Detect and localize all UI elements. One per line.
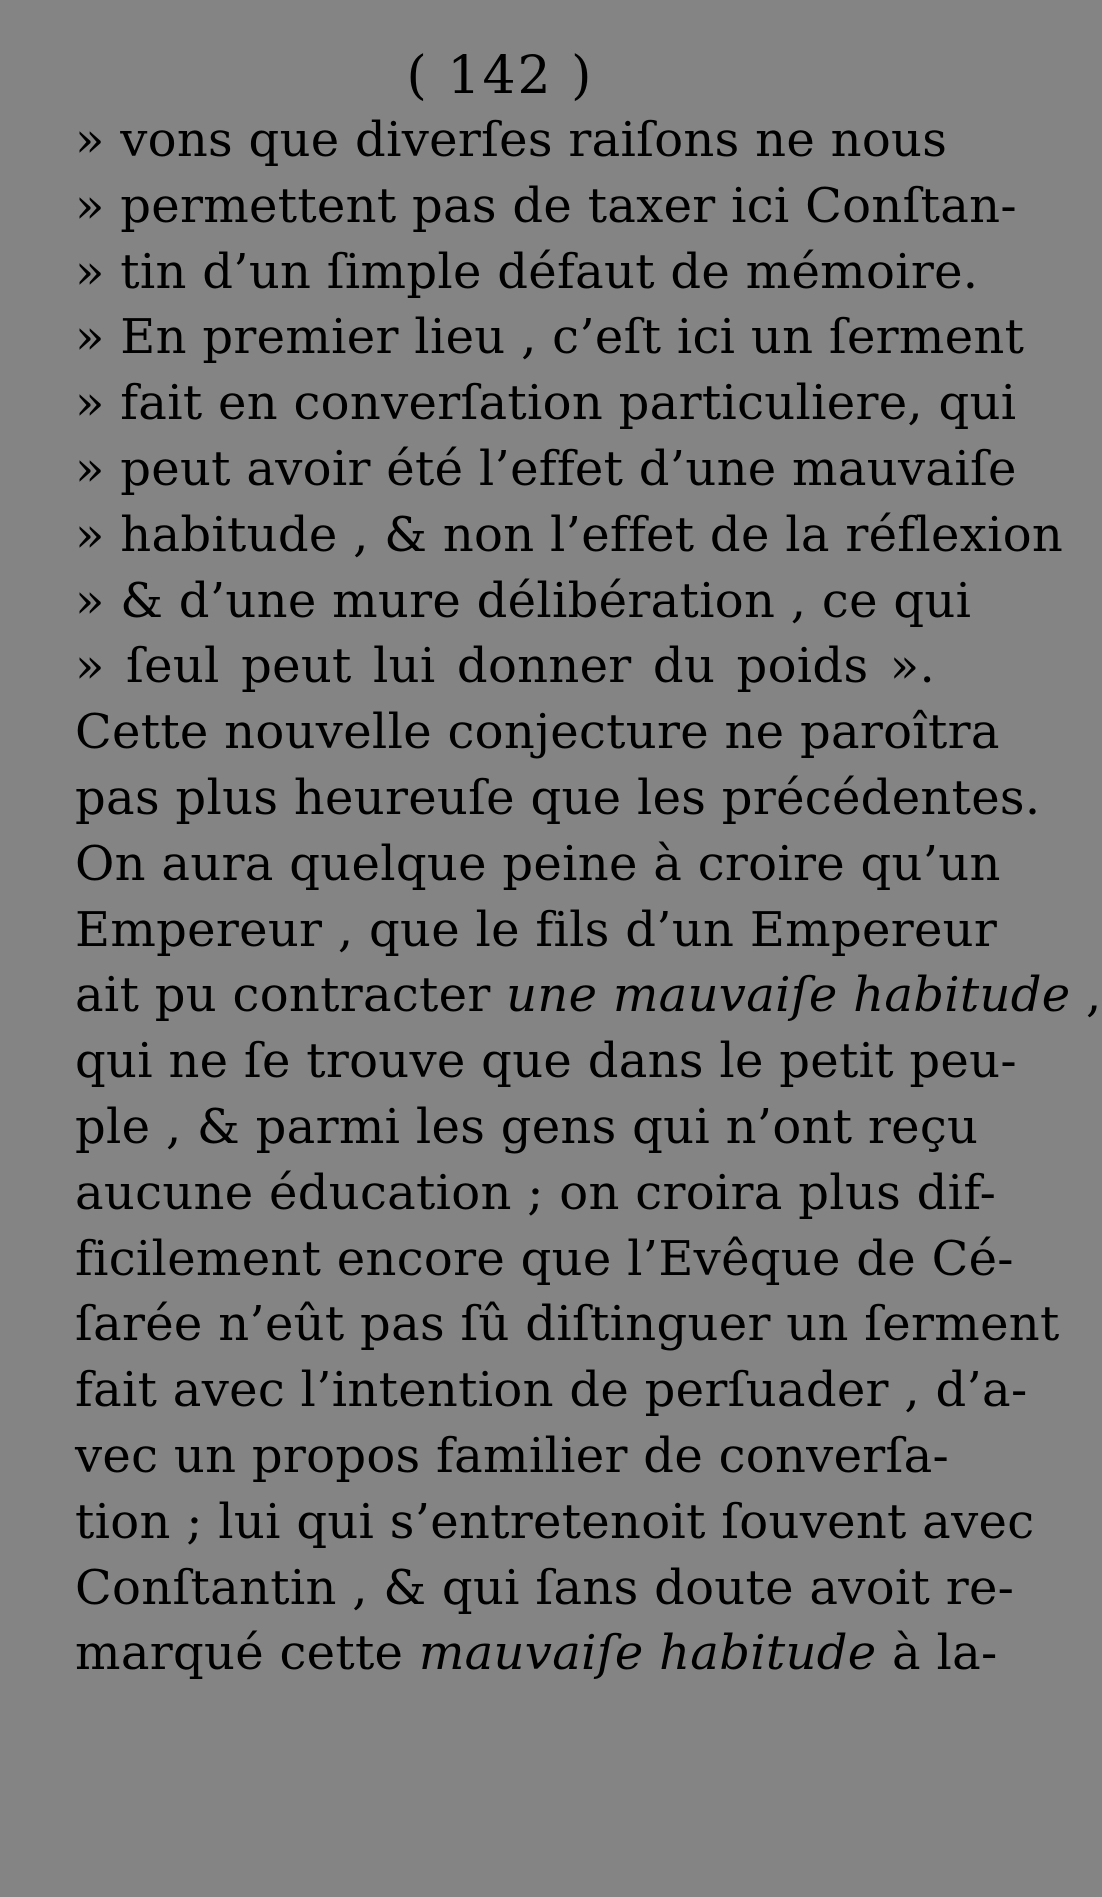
text-segment: vec un propos familier de converſa- xyxy=(75,1427,950,1484)
text-segment: Empereur , que le fils d’un Empereur xyxy=(75,901,998,958)
text-segment: » fait en converſation particuliere, qui xyxy=(75,375,1017,432)
italic-text: une mauvaiſe habitude xyxy=(506,967,1071,1024)
text-line xyxy=(75,305,1025,371)
text-segment: » permettent pas de taxer ici Conſtan- xyxy=(75,177,1017,234)
text-segment: ple , & parmi les gens qui n’ont reçu xyxy=(75,1098,979,1155)
text-segment: » tin d’un ſimple défaut de mémoire. xyxy=(75,243,979,300)
text-segment: Conſtantin , & qui ſans doute avoit re- xyxy=(75,1559,1015,1616)
text-line xyxy=(75,1490,1035,1556)
text-line xyxy=(75,1227,1014,1293)
text-segment: marqué cette xyxy=(75,1625,419,1682)
text-line xyxy=(75,1161,997,1227)
page-number: ( 142 ) xyxy=(406,46,594,106)
text-segment: tion ; lui qui s’entretenoit ſouvent avec xyxy=(75,1493,1035,1550)
text-segment: pas plus heureuſe que les précédentes. xyxy=(75,769,1041,826)
text-segment: ait pu contracter xyxy=(75,967,507,1024)
italic-text: mauvaiſe habitude xyxy=(418,1625,877,1682)
text-segment: » peut avoir été l’effet d’une mauvaiſe xyxy=(75,440,1017,497)
text-line xyxy=(75,371,1017,437)
text-segment: » vons que diverſes raiſons ne nous xyxy=(75,112,948,168)
text-line xyxy=(75,963,1102,1029)
text-line xyxy=(75,634,935,700)
body-text xyxy=(75,108,1102,1687)
text-line xyxy=(75,437,1017,503)
text-segment: ſarée n’eût pas ſû diſtinguer un ſerment xyxy=(75,1296,1060,1353)
text-line xyxy=(75,569,972,635)
text-line xyxy=(75,1556,1015,1622)
text-line xyxy=(75,766,1041,832)
text-line xyxy=(75,503,1064,569)
text-segment: Cette nouvelle conjecture ne paroîtra xyxy=(75,704,1000,761)
text-segment: à la- xyxy=(876,1625,998,1682)
text-segment: » habitude , & non l’effet de la réflexion xyxy=(75,506,1064,563)
text-line xyxy=(75,1292,1060,1358)
text-segment: ficilement encore que l’Evêque de Cé- xyxy=(75,1230,1014,1287)
text-segment: » En premier lieu , c’eſt ici un ſerment xyxy=(75,309,1025,366)
text-line xyxy=(75,832,1001,898)
text-segment: fait avec l’intention de perſuader , d’a- xyxy=(75,1362,1028,1419)
text-segment: aucune éducation ; on croira plus dif- xyxy=(75,1164,997,1221)
text-segment: On aura quelque peine à croire qu’un xyxy=(75,835,1001,892)
text-line xyxy=(75,1621,998,1687)
text-line xyxy=(75,240,979,306)
text-line xyxy=(75,174,1017,240)
text-segment: , xyxy=(1070,967,1102,1024)
text-segment: qui ne ſe trouve que dans le petit peu- xyxy=(75,1033,1017,1090)
text-line xyxy=(75,1029,1017,1095)
text-line xyxy=(75,1095,979,1161)
text-segment: » & d’une mure délibération , ce qui xyxy=(75,572,972,629)
text-segment: » ſeul peut lui donner du poids ». xyxy=(75,638,935,695)
text-line xyxy=(75,1424,950,1490)
text-line xyxy=(75,700,1000,766)
text-line xyxy=(75,898,998,964)
text-line xyxy=(75,108,948,174)
text-line xyxy=(75,1358,1028,1424)
